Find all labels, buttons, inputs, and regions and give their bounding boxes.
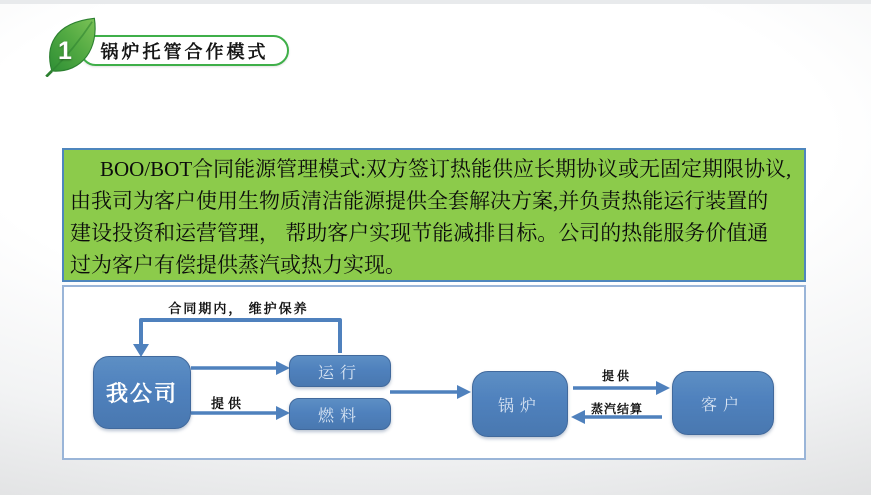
leaf-badge [44,15,100,77]
arrowhead-operation [276,361,290,375]
node-fuel [289,398,391,430]
intro-text-box [62,148,806,282]
flow-diagram-panel [62,285,806,460]
arrowhead-boiler [457,385,471,399]
node-customer-label: 客户 [700,396,745,414]
intro-line: BOO/BOT合同能源管理模式:双方签订热能供应长期协议或无固定期限协议, [100,157,792,181]
label-provide-right: 提供 [601,369,632,383]
label-provide-left: 提供 [210,396,245,411]
intro-line: 过为客户有偿提供蒸汽或热力实现。 [70,253,406,277]
arrowhead-fuel [276,406,290,420]
node-operation [289,355,391,387]
slide-header [0,0,871,90]
section-number: 1 [58,37,72,65]
node-operation-label: 运行 [317,364,362,382]
node-fuel-label: 燃料 [317,407,362,425]
node-boiler-label: 锅炉 [497,397,542,415]
arrowhead-customer [656,381,670,395]
node-boiler [472,371,568,437]
intro-line: 建设投资和运营管理， 帮助客户实现节能减排目标。公司的热能服务价值通 [70,221,769,245]
intro-line: 由我司为客户使用生物质清洁能源提供全套解决方案,并负责热能运行装置的 [70,189,769,213]
maintenance-loop-connector [141,320,340,353]
page-title: 锅炉托管合作模式 [100,41,269,62]
title-pill [80,35,289,66]
label-maintenance: 合同期内， 维护保养 [168,301,309,316]
node-company-label: 我公司 [105,381,178,406]
node-company [93,356,191,429]
label-steam-settlement: 蒸汽结算 [590,402,643,416]
node-customer [672,371,774,435]
